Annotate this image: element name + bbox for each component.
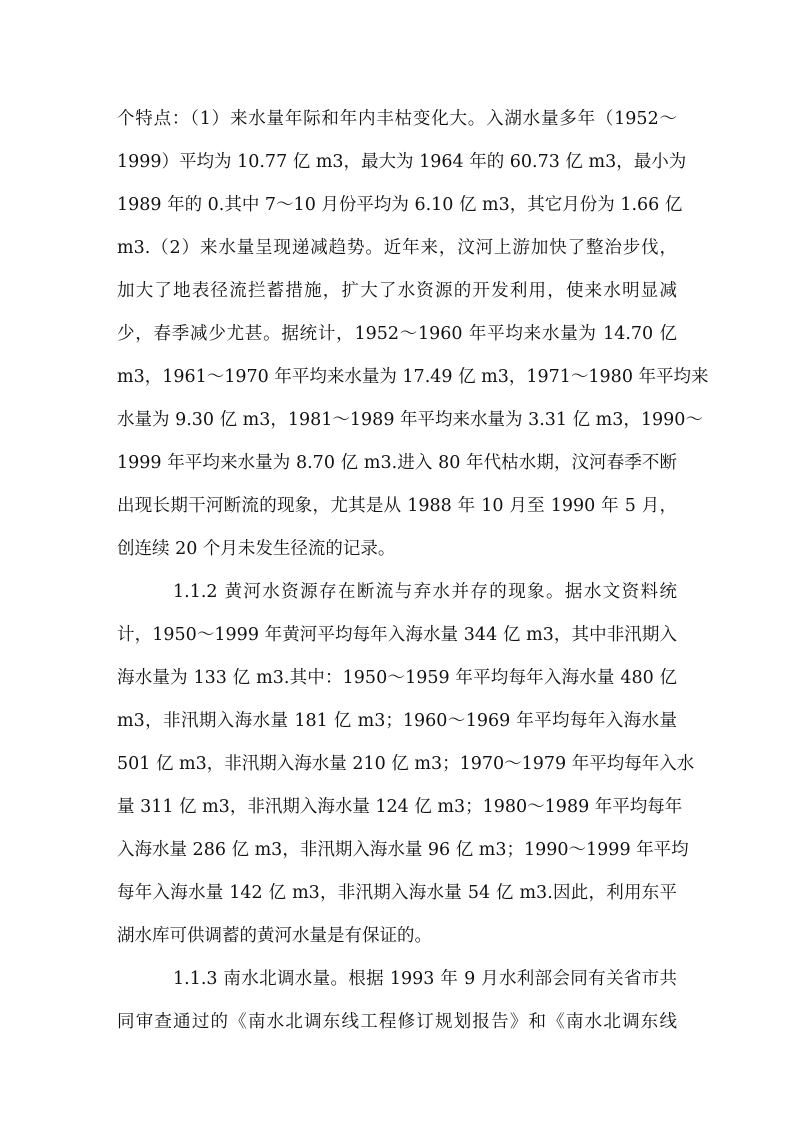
paragraph-2-line-3: 海水量为 133 亿 m3.其中：1950～1959 年平均每年入海水量 480 亿 [117,668,677,688]
paragraph-1-line-2: 1999）平均为 10.77 亿 m3，最大为 1964 年的 60.73 亿 m3，最小为 [117,152,687,172]
paragraph-2-line-2: 计，1950～1999 年黄河平均每年入海水量 344 亿 m3，其中非汛期入 [117,625,677,645]
paragraph-2-line-6: 量 311 亿 m3，非汛期入海水量 124 亿 m3；1980～1989 年平均每年 [117,797,683,817]
paragraph-1-line-4: m3.（2）来水量呈现递减趋势。近年来，汶河上游加快了整治步伐， [117,238,677,258]
paragraph-1-line-11: 创连续 20 个月未发生径流的记录。 [117,539,396,559]
paragraph-2-line-9: 湖水库可供调蓄的黄河水量是有保证的。 [117,926,432,946]
paragraph-1-line-3: 1989 年的 0.其中 7～10 月份平均为 6.10 亿 m3，其它月份为 1.66 亿 [117,195,683,215]
paragraph-1-line-5: 加大了地表径流拦蓄措施，扩大了水资源的开发利用，使来水明显减 [117,281,677,301]
paragraph-1-line-8: 水量为 9.30 亿 m3，1981～1989 年平均来水量为 3.31 亿 m3，1990～ [117,410,703,430]
body-text [117,98,709,1044]
paragraph-1-line-1: 个特点：（1）来水量年际和年内丰枯变化大。入湖水量多年（1952～ [117,109,677,129]
paragraph-3-line-1: 1.1.3 南水北调水量。根据 1993 年 9 月水利部会同有关省市共 [173,969,677,989]
paragraph-1-line-6: 少，春季减少尤甚。据统计，1952～1960 年平均来水量为 14.70 亿 [117,324,677,344]
paragraph-2-line-7: 入海水量 286 亿 m3，非汛期入海水量 96 亿 m3；1990～1999 年平均 [117,840,689,860]
paragraph-2-line-4: m3，非汛期入海水量 181 亿 m3；1960～1969 年平均每年入海水量 [117,711,677,731]
paragraph-3-line-2: 同审查通过的《南水北调东线工程修订规划报告》和《南水北调东线 [117,1012,677,1032]
paragraph-2-line-8: 每年入海水量 142 亿 m3，非汛期入海水量 54 亿 m3.因此，利用东平 [117,883,677,903]
paragraph-1-line-9: 1999 年平均来水量为 8.70 亿 m3.进入 80 年代枯水期，汶河春季不断 [117,453,677,473]
paragraph-2-line-5: 501 亿 m3，非汛期入海水量 210 亿 m3；1970～1979 年平均每年入水 [117,754,695,774]
paragraph-1-line-7: m3，1961～1970 年平均来水量为 17.49 亿 m3，1971～1980 年平均来 [117,367,709,387]
paragraph-1-line-10: 出现长期干河断流的现象，尤其是从 1988 年 10 月至 1990 年 5 月， [117,496,677,516]
paragraph-2-line-1: 1.1.2 黄河水资源存在断流与弃水并存的现象。据水文资料统 [173,582,677,602]
